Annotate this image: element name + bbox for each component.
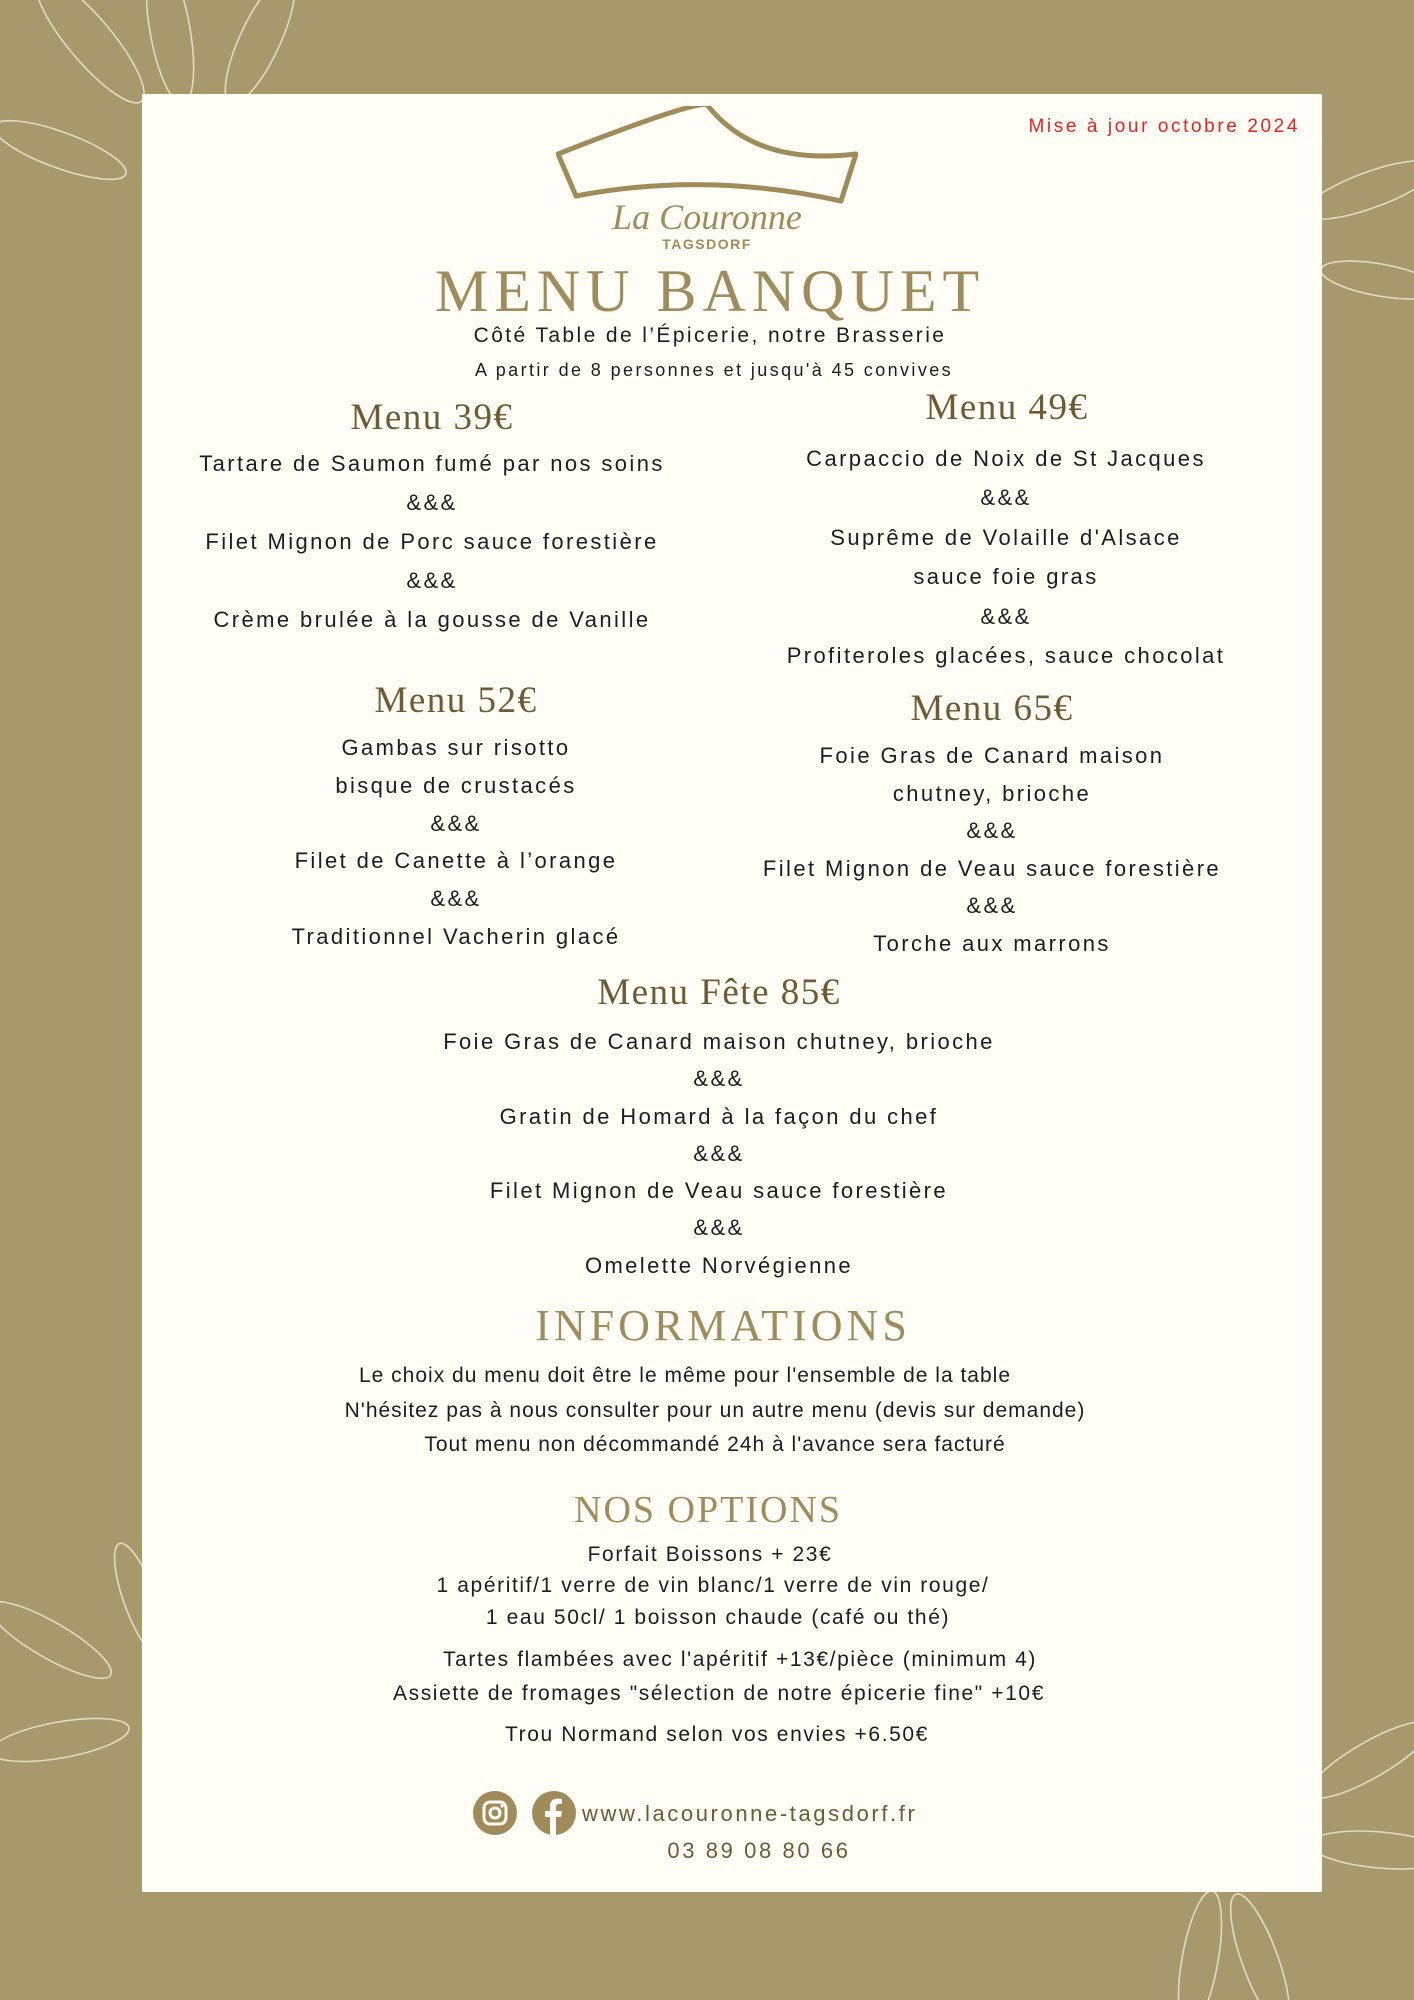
logo-place: TAGSDORF: [662, 236, 752, 252]
menu-item: Filet de Canette à l’orange: [294, 848, 618, 874]
menu-item: bisque de crustacés: [335, 772, 577, 798]
option-line: Tartes flambées avec l'apéritif +13€/pièce (minimum 4): [442, 1648, 1038, 1671]
menu-39-items: [199, 444, 665, 639]
menu-49-title: Menu 49€: [925, 387, 1089, 428]
menu-item: Gratin de Homard à la façon du chef: [499, 1103, 939, 1129]
info-line: N'hésitez pas à nous consulter pour un autre menu (devis sur demande): [344, 1398, 1086, 1422]
menu-fete-85-title: Menu Fête 85€: [597, 972, 841, 1013]
menu-separator: &&&: [980, 603, 1032, 629]
option-line: 1 apéritif/1 verre de vin blanc/1 verre de vin rouge/: [436, 1574, 990, 1597]
menu-item: Filet Mignon de Veau sauce forestière: [489, 1178, 949, 1204]
menu-item: Tartare de Saumon fumé par nos soins: [199, 451, 665, 476]
menu-item: Omelette Norvégienne: [584, 1252, 854, 1278]
option-line: 1 eau 50cl/ 1 boisson chaude (café ou thé): [485, 1606, 951, 1629]
menu-item: Foie Gras de Canard maison chutney, brioche: [443, 1029, 995, 1054]
website-link[interactable]: www.lacouronne-tagsdorf.fr: [582, 1801, 918, 1826]
menu-separator: &&&: [966, 818, 1018, 843]
menu-separator: &&&: [693, 1215, 745, 1241]
instagram-icon[interactable]: [473, 1791, 517, 1835]
phone-number: 03 89 08 80 66: [667, 1838, 851, 1863]
menu-item: Torche aux marrons: [873, 930, 1111, 956]
menu-item: chutney, brioche: [892, 780, 1092, 806]
menu-separator: &&&: [693, 1066, 745, 1092]
menu-item: sauce foie gras: [913, 564, 1099, 590]
menu-item: Profiteroles glacées, sauce chocolat: [786, 643, 1226, 669]
menu-65-title: Menu 65€: [910, 688, 1074, 729]
menu-item: Filet Mignon de Veau sauce forestière: [762, 855, 1222, 881]
option-line: Trou Normand selon vos envies +6.50€: [505, 1723, 929, 1746]
capacity: A partir de 8 personnes et jusqu'à 45 convives: [474, 360, 954, 380]
options-title: NOS OPTIONS: [574, 1489, 842, 1531]
facebook-icon[interactable]: [532, 1791, 576, 1835]
info-line: Tout menu non décommandé 24h à l'avance sera facturé: [424, 1433, 1006, 1456]
menu-separator: &&&: [430, 810, 482, 836]
option-line: Assiette de fromages "sélection de notre épicerie fine" +10€: [393, 1682, 1045, 1705]
subtitle: Côté Table de l’Épicerie, notre Brasserie: [473, 324, 947, 347]
menu-separator: &&&: [980, 485, 1032, 511]
informations-lines: [345, 1359, 1086, 1463]
menu-fete-85-items: [443, 1023, 995, 1284]
menu-39-title: Menu 39€: [350, 397, 514, 438]
menu-separator: &&&: [693, 1140, 745, 1166]
menu-item: Filet Mignon de Porc sauce forestière: [205, 529, 659, 554]
update-note: Mise à jour octobre 2024: [1028, 116, 1300, 137]
menu-separator: &&&: [966, 893, 1018, 918]
menu-item: Traditionnel Vacherin glacé: [291, 923, 621, 949]
logo-name: La Couronne: [612, 197, 802, 237]
menu-item: Gambas sur risotto: [341, 735, 571, 760]
menu-item: Foie Gras de Canard maison: [819, 743, 1165, 768]
menu-49-items: [787, 439, 1226, 675]
menu-item: Carpaccio de Noix de St Jacques: [806, 446, 1206, 471]
menu-separator: &&&: [406, 490, 458, 515]
page-title: MENU BANQUET: [434, 258, 986, 324]
menu-separator: &&&: [430, 886, 482, 912]
option-line: Forfait Boissons + 23€: [587, 1543, 833, 1566]
info-line: Le choix du menu doit être le même pour l'ensemble de la table: [358, 1364, 1012, 1387]
menu-item: Suprême de Volaille d'Alsace: [830, 524, 1182, 550]
informations-title: INFORMATIONS: [535, 1301, 911, 1350]
menu-52-title: Menu 52€: [374, 680, 538, 721]
menu-separator: &&&: [406, 568, 458, 593]
menu-52-items: [292, 729, 621, 956]
menu-65-items: [763, 737, 1221, 962]
menu-item: Crème brulée à la gousse de Vanille: [213, 607, 651, 632]
